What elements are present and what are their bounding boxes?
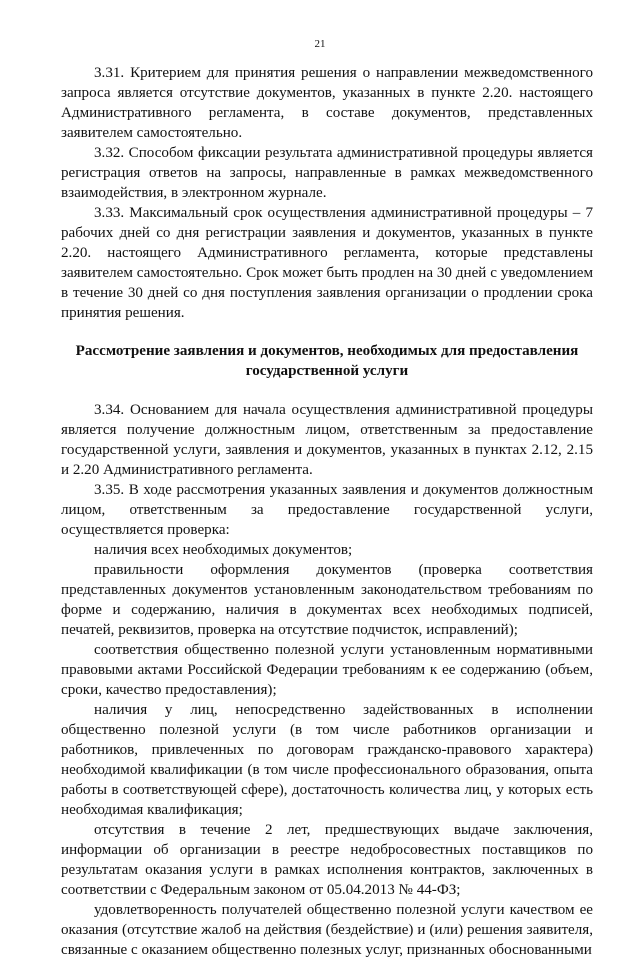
page-number: 21 (314, 38, 326, 50)
check-item-registry: отсутствия в течение 2 лет, предшествующих выдаче заключения, информации об организации в реестре недобросовестных поставщиков по результатам оказания услуги в рамках исполнения контрактов, заключенных в соответствии с Федеральным законом от 05.04.2013 № 44-ФЗ; (61, 822, 593, 898)
check-item-formatting: правильности оформления документов (проверка соответствия представленных документов установленным законодательством требованиям по форме и содержанию, наличия в документах всех необходимых подписей, печатей, реквизитов, проверка на отсутствие подчисток, исправлений); (61, 562, 593, 638)
check-item-satisfaction: удовлетворенность получателей общественно полезной услуги качеством ее оказания (отсутствие жалоб на действия (бездействие) и (или) решения заявителя, связанные с оказанием общественно полезных услуг, признанных обоснованными (61, 902, 593, 958)
document-body (61, 63, 593, 960)
section-heading: Рассмотрение заявления и документов, необходимых для предоставления государственной услуги (75, 343, 579, 379)
check-item-qualification: наличия у лиц, непосредственно задействованных в исполнении общественно полезной услуги (в том числе работников организации и работников, привлеченных по договорам гражданско-правового характера) необходимой квалификации (в том числе профессионального образования, опыта работы в соответствующей сфере), достаточность количества лиц, у которых есть необходимая квалификация; (61, 702, 593, 818)
check-item-compliance: соответствия общественно полезной услуги установленным нормативными правовыми актами Российской Федерации требованиям к ее содержанию (объем, сроки, качество предоставления); (61, 642, 593, 698)
paragraph-3-31: 3.31. Критерием для принятия решения о направлении межведомственного запроса является отсутствие документов, указанных в пункте 2.20. настоящего Административного регламента, в составе документов, представленных заявителем самостоятельно. (61, 65, 593, 141)
paragraph-3-34: 3.34. Основанием для начала осуществления административной процедуры является получение должностным лицом, ответственным за предоставление государственной услуги, заявления и документов, указанных в пунктах 2.12, 2.15 и 2.20 Административного регламента. (61, 402, 593, 478)
paragraph-3-35: 3.35. В ходе рассмотрения указанных заявления и документов должностным лицом, ответственным за предоставление государственной услуги, осуществляется проверка: (61, 482, 593, 538)
check-item-documents: наличия всех необходимых документов; (94, 542, 353, 558)
paragraph-3-33: 3.33. Максимальный срок осуществления административной процедуры – 7 рабочих дней со дня регистрации заявления и документов, указанных в пункте 2.20. настоящего Административного регламента, которые представлены заявителем самостоятельно. Срок может быть продлен на 30 дней с уведомлением в течение 30 дней со дня поступления заявления организации о продлении срока принятия решения. (61, 205, 593, 321)
paragraph-3-32: 3.32. Способом фиксации результата административной процедуры является регистрация ответов на запросы, направленные в рамках межведомственного взаимодействия, в электронном журнале. (61, 145, 593, 201)
